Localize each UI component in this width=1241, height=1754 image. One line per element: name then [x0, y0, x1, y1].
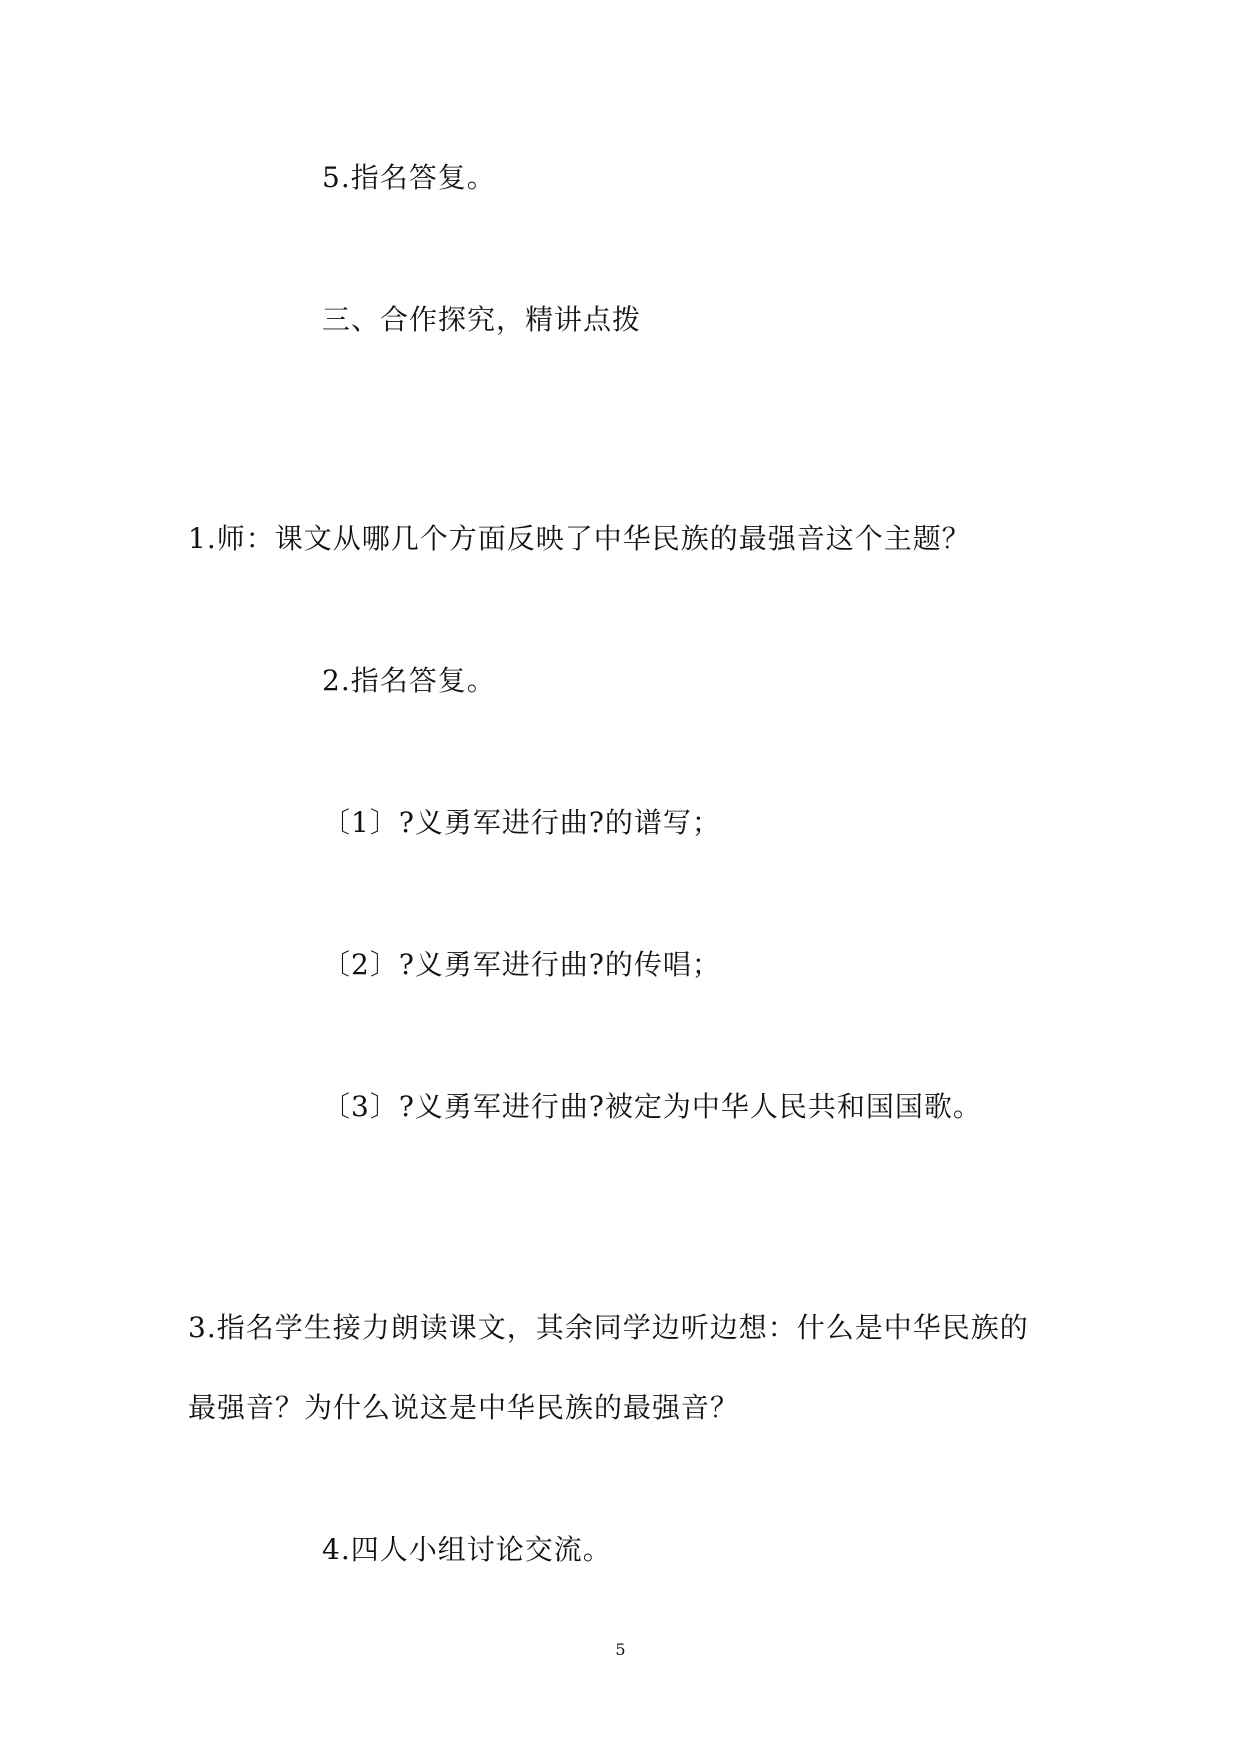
paragraph-question-1: 1.师：课文从哪几个方面反映了中华民族的最强音这个主题？	[188, 522, 971, 555]
paragraph-step-3-line-1: 3.指名学生接力朗读课文，其余同学边听边想：什么是中华民族的	[188, 1311, 1029, 1344]
paragraph-step-5: 5.指名答复。	[322, 161, 496, 194]
paragraph-step-3-line-2: 最强音？为什么说这是中华民族的最强音？	[188, 1391, 740, 1424]
list-item-1: 〔1〕?义勇军进行曲?的谱写；	[322, 806, 721, 839]
list-item-3: 〔3〕?义勇军进行曲?被定为中华人民共和国国歌。	[322, 1090, 982, 1123]
section-heading: 三、合作探究，精讲点拨	[322, 303, 642, 336]
list-item-2: 〔2〕?义勇军进行曲?的传唱；	[322, 948, 721, 981]
paragraph-step-2: 2.指名答复。	[322, 664, 496, 697]
paragraph-step-4: 4.四人小组讨论交流。	[322, 1533, 612, 1566]
page-number: 5	[615, 1640, 626, 1659]
